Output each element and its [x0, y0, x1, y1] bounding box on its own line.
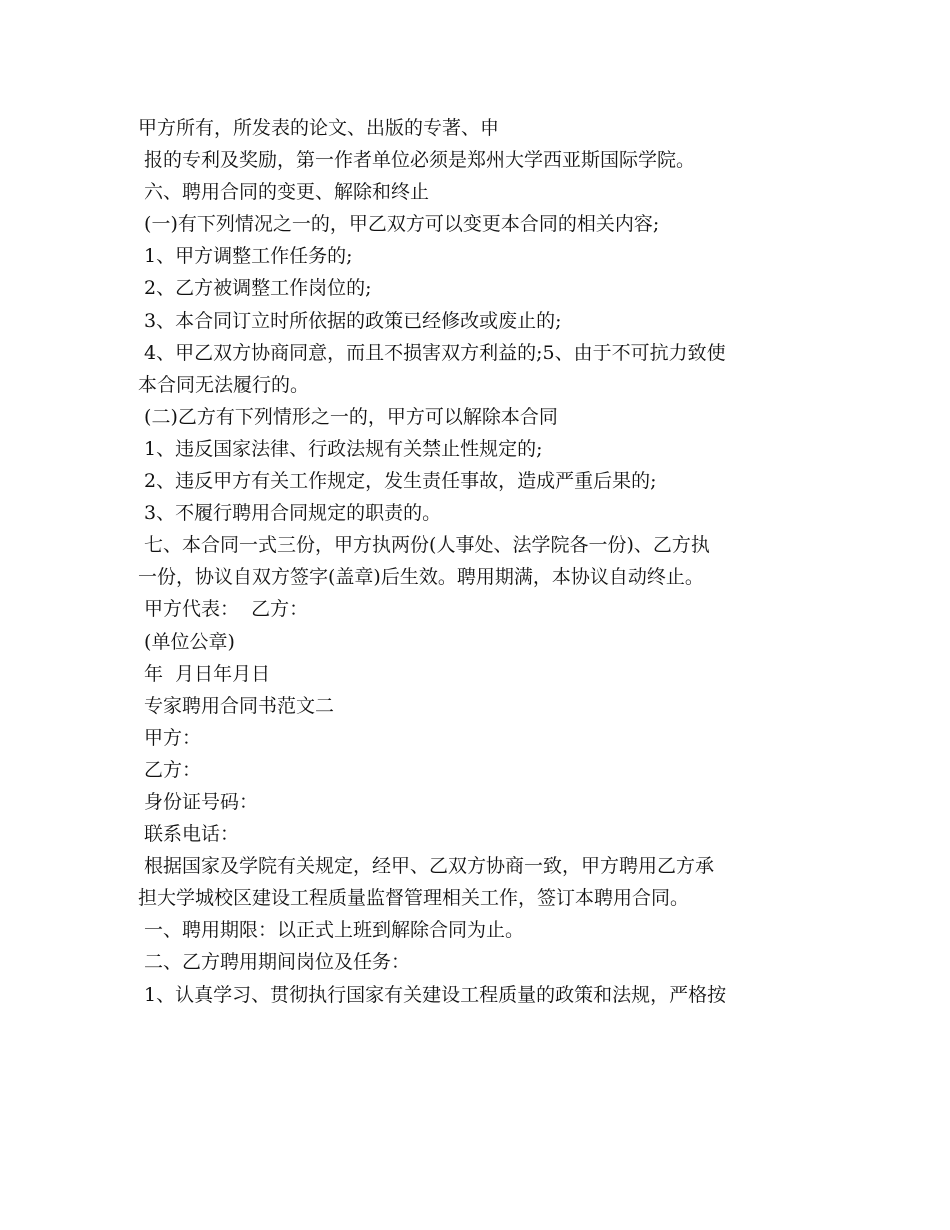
text-line: 担大学城校区建设工程质量监督管理相关工作，签订本聘用合同。 — [138, 887, 690, 910]
list-item: 3、不履行聘用合同规定的职责的。 — [138, 502, 442, 525]
section-heading: 一、聘用期限：以正式上班到解除合同为止。 — [138, 919, 525, 942]
list-item: 4、甲乙双方协商同意，而且不损害双方利益的;5、由于不可抗力致使 — [138, 341, 726, 364]
text-line: 一份，协议自双方签字(盖章)后生效。聘用期满，本协议自动终止。 — [138, 566, 704, 589]
list-item: 1、违反国家法律、行政法规有关禁止性规定的; — [138, 437, 543, 460]
id-number-field: 身份证号码： — [138, 790, 259, 813]
section-heading: 七、本合同一式三份，甲方执两份(人事处、法学院各一份)、乙方执 — [138, 534, 710, 557]
section-heading: 六、聘用合同的变更、解除和终止 — [138, 181, 430, 204]
document-body — [138, 112, 828, 1011]
party-a-field: 甲方： — [138, 726, 202, 749]
section-heading: 二、乙方聘用期间岗位及任务： — [138, 951, 411, 974]
list-item: 2、违反甲方有关工作规定，发生责任事故，造成严重后果的; — [138, 470, 657, 493]
list-item: 2、乙方被调整工作岗位的; — [138, 277, 372, 300]
list-item: 1、认真学习、贯彻执行国家有关建设工程质量的政策和法规，严格按 — [138, 983, 727, 1006]
text-line: (一)有下列情况之一的，甲乙双方可以变更本合同的相关内容; — [138, 213, 660, 236]
phone-field: 联系电话： — [138, 823, 240, 846]
list-item: 1、甲方调整工作任务的; — [138, 245, 353, 268]
signature-line: 甲方代表： 乙方： — [138, 598, 309, 621]
party-b-field: 乙方： — [138, 758, 202, 781]
list-item: 3、本合同订立时所依据的政策已经修改或废止的; — [138, 309, 562, 332]
document-subtitle: 专家聘用合同书范文二 — [138, 694, 335, 717]
date-line: 年 月日年月日 — [138, 662, 271, 685]
text-line: (二)乙方有下列情形之一的，甲方可以解除本合同 — [138, 405, 558, 428]
seal-line: (单位公章) — [138, 630, 235, 653]
text-line: 甲方所有，所发表的论文、出版的专著、申 — [138, 117, 500, 139]
text-line: 报的专利及奖励，第一作者单位必须是郑州大学西亚斯国际学院。 — [138, 149, 696, 172]
text-line: 本合同无法履行的。 — [138, 373, 310, 396]
text-line: 根据国家及学院有关规定，经甲、乙双方协商一致，甲方聘用乙方承 — [138, 855, 715, 878]
